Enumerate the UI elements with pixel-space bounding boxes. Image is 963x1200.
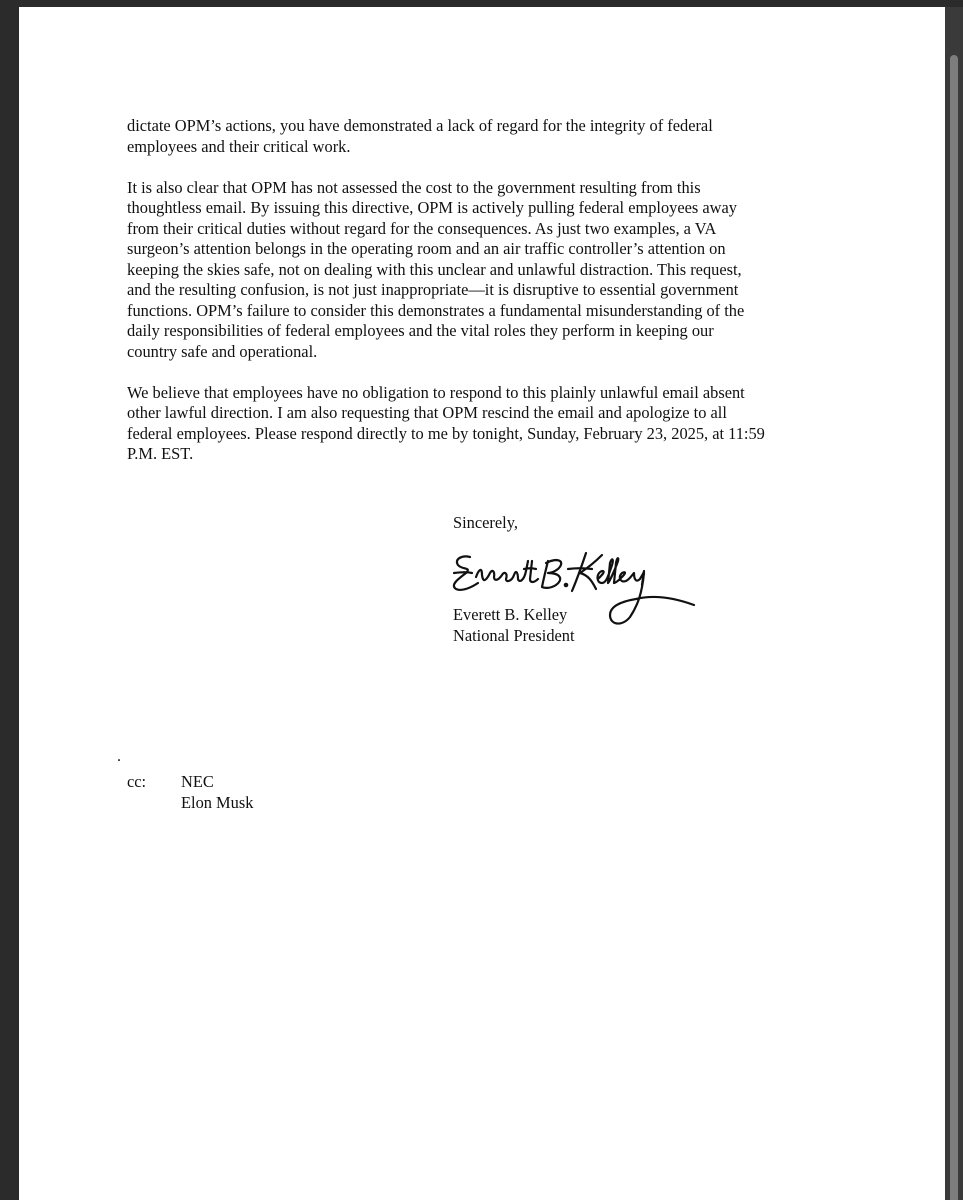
text-line: We believe that employees have no obligation to respond to this plainly unlawful email absent bbox=[127, 382, 745, 402]
cc-recipient-list bbox=[181, 771, 253, 813]
cc-recipient: NEC bbox=[181, 772, 214, 791]
text-line: functions. OPM’s failure to consider this demonstrates a fundamental misunderstanding of the bbox=[127, 300, 745, 320]
letter-body bbox=[127, 116, 827, 485]
text-line: It is also clear that OPM has not assessed the cost to the government resulting from this bbox=[127, 177, 701, 197]
text-line: employees and their critical work. bbox=[127, 136, 351, 156]
signer-name: Everett B. Kelley bbox=[453, 605, 568, 624]
scrollbar-thumb[interactable] bbox=[950, 55, 958, 1200]
text-line: thoughtless email. By issuing this directive, OPM is actively pulling federal employees away bbox=[127, 198, 737, 217]
cc-recipient: Elon Musk bbox=[181, 793, 254, 812]
paragraph bbox=[127, 116, 827, 157]
cc-label: cc: bbox=[127, 772, 147, 791]
text-line: daily responsibilities of federal employees and the vital roles they perform in keeping our bbox=[127, 321, 714, 340]
closing: Sincerely, bbox=[453, 513, 518, 532]
paragraph bbox=[127, 383, 827, 465]
text-line: and the resulting confusion, is not just inappropriate—it is disruptive to essential government bbox=[127, 280, 739, 299]
text-line: P.M. EST. bbox=[127, 444, 194, 463]
letter-page bbox=[19, 7, 945, 1200]
text-line: dictate OPM’s actions, you have demonstrated a lack of regard for the integrity of federal bbox=[127, 116, 713, 135]
text-line: country safe and operational. bbox=[127, 341, 318, 361]
text-line: from their critical duties without regard for the consequences. As just two examples, a VA bbox=[127, 218, 717, 238]
text-line: keeping the skies safe, not on dealing with this unclear and unlawful distraction. This request, bbox=[127, 259, 742, 279]
vertical-scrollbar[interactable] bbox=[945, 7, 963, 1200]
text-line: federal employees. Please respond directly to me by tonight, Sunday, February 23, 2025, at 11:59 bbox=[127, 423, 765, 443]
signer-block bbox=[453, 604, 575, 646]
stray-mark: . bbox=[117, 748, 121, 765]
signer-title: National President bbox=[453, 626, 575, 645]
text-line: surgeon’s attention belongs in the operating room and an air traffic controller’s attention on bbox=[127, 239, 726, 258]
text-line: other lawful direction. I am also requesting that OPM rescind the email and apologize to all bbox=[127, 403, 727, 422]
paragraph bbox=[127, 178, 827, 363]
